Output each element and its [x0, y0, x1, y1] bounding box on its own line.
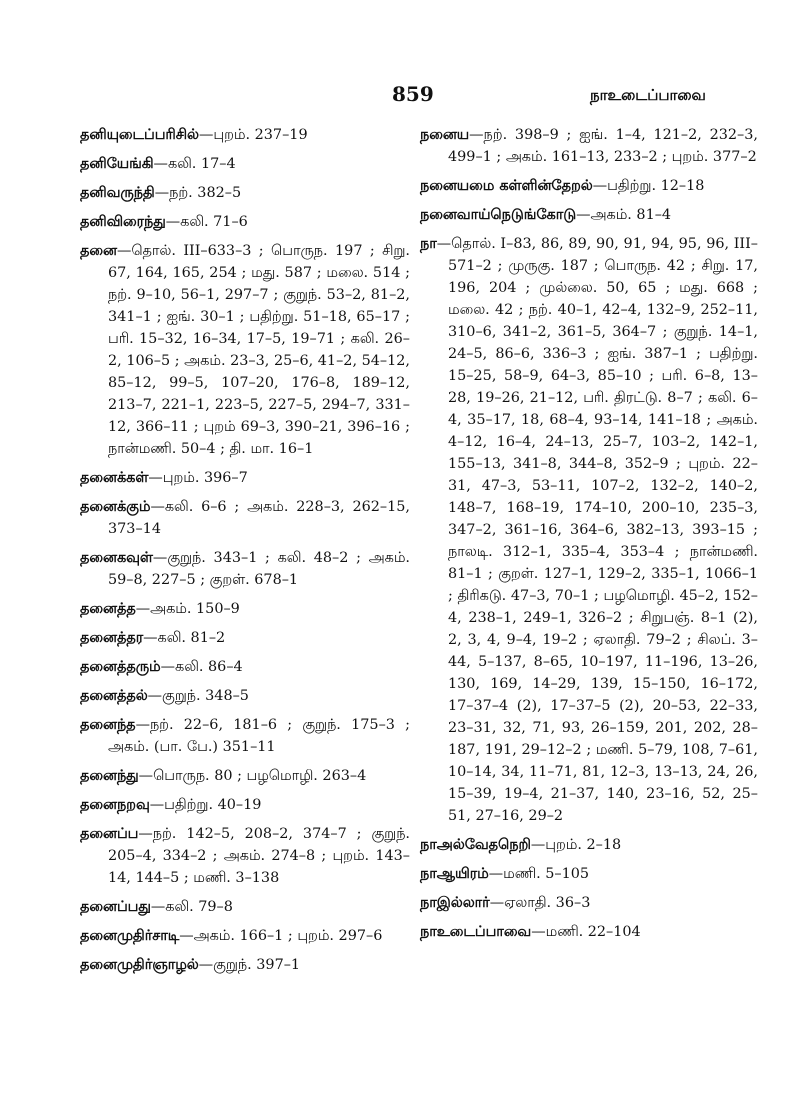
index-entry — [80, 153, 410, 175]
entry-headword: தனைத்தர — [80, 629, 144, 646]
entry-headword: தனிவிரைந்து — [80, 213, 166, 230]
entry-headword: தனைத்தல் — [80, 687, 148, 704]
entry-headword: தனை — [80, 242, 117, 259]
index-entry — [80, 496, 410, 540]
index-entry — [80, 467, 410, 489]
entry-references: —பதிற்று. 40–19 — [149, 797, 262, 813]
index-entry — [80, 765, 410, 787]
index-entry — [420, 834, 758, 856]
entry-references: —கலி. 6–6 ; அகம். 228–3, 262–15, 373–14 — [108, 499, 410, 537]
entry-references: —நற். 22–6, 181–6 ; குறுந். 175–3 ; அகம். (பா. பே.) 351–11 — [108, 717, 410, 755]
entry-references: —மணி. 5–105 — [488, 866, 590, 882]
running-head: நாஉடைப்பாவை — [590, 86, 706, 104]
index-entry — [80, 823, 410, 889]
entry-headword: தனைந்து — [80, 767, 139, 784]
entry-headword: தனைந்த — [80, 716, 136, 733]
entry-headword: நாஉடைப்பாவை — [420, 923, 532, 940]
entry-headword: நாஅல்வேதநெறி — [420, 836, 531, 853]
entry-headword: தனைக்கள் — [80, 469, 149, 486]
entry-headword: நனைவாய்நெடுங்கோடு — [420, 206, 577, 223]
index-entry — [420, 892, 758, 914]
entry-headword: நாஆயிரம் — [420, 865, 489, 882]
index-entry — [420, 175, 758, 197]
index-entry — [80, 211, 410, 233]
index-entry — [80, 954, 410, 976]
entry-headword: தனைத்த — [80, 600, 136, 617]
entry-references: —நற். 382–5 — [154, 185, 242, 201]
entry-headword: நனையமை கள்ளின்தேறல் — [420, 177, 593, 194]
index-entry — [80, 182, 410, 204]
index-entry — [420, 204, 758, 226]
entry-headword: தனைநறவு — [80, 796, 150, 813]
index-entry — [420, 921, 758, 943]
index-entry — [80, 794, 410, 816]
index-entry — [80, 925, 410, 947]
entry-headword: தனைப்ப — [80, 825, 139, 842]
index-entry — [80, 896, 410, 918]
entry-headword: தனைப்பது — [80, 898, 151, 915]
index-column-left — [80, 124, 410, 983]
entry-headword: தனைமுதிர்ஞாழல் — [80, 956, 199, 973]
entry-headword: நா — [420, 235, 437, 252]
index-entry — [80, 240, 410, 460]
entry-references: —தொல். III–633–3 ; பொருந. 197 ; சிறு. 67, 164, 165, 254 ; மது. 587 ; மலை. 514 ; நற். 9–10, 56–1, 297–7 ; குறுந். 53–2, 81–2, 341–1 ; ஐங். 30–1 ; பதிற்று. 51–18, 65–17 ; பரி. 15–32, 16–34, 17–5, 19–71 ; கலி. 26–2, 106–5 ; அகம். 23–3, 25–6, 41–2, 54–12, 85–12, 99–5, 107–20, 176–8, 189–12, 213–7, 221–1, 223–5, 227–5, 294–7, 331–12, 366–11 ; புறம் 69–3, 390–21, 396–16 ; நான்மணி. 50–4 ; தி. மா. 16–1 — [108, 243, 410, 457]
entry-headword: தனைகவுள் — [80, 549, 153, 566]
entry-references: —நற். 142–5, 208–2, 374–7 ; குறுந். 205–4, 334–2 ; அகம். 274–8 ; புறம். 143–14, 144–5 ; மணி. 3–138 — [108, 826, 410, 886]
entry-references: —அகம். 166–1 ; புறம். 297–6 — [179, 928, 383, 944]
index-entry — [80, 685, 410, 707]
entry-headword: தனிவருந்தி — [80, 184, 155, 201]
entry-references: —தொல். I–83, 86, 89, 90, 91, 94, 95, 96, III–571–2 ; முருகு. 187 ; பொருந. 42 ; சிறு. 17, 196, 204 ; முல்லை. 50, 65 ; மது. 668 ; மலை. 42 ; நற். 40–1, 42–4, 132–9, 252–11, 310–6, 341–2, 361–5, 364–7 ; குறுந். 14–1, 24–5, 86–6, 336–3 ; ஐங். 387–1 ; பதிற்று. 15–25, 58–9, 64–3, 85–10 ; பரி. 6–8, 13–28, 19–26, 21–12, பரி. திரட்டு. 8–7 ; கலி. 6–4, 35–17, 18, 68–4, 93–14, 141–18 ; அகம். 4–12, 16–4, 24–13, 25–7, 103–2, 142–1, 155–13, 341–8, 344–8, 352–9 ; புறம். 22–31, 47–3, 53–11, 107–2, 132–2, 140–2, 148–7, 168–19, 174–10, 200–10, 235–3, 347–2, 361–16, 364–6, 382–13, 393–15 ; நாலடி. 312–1, 335–4, 353–4 ; நான்மணி. 81–1 ; குறள். 127–1, 129–2, 335–1, 1066–1 ; திரிகடு. 47–3, 70–1 ; பழமொழி. 45–2, 152–4, 238–1, 249–1, 326–2 ; சிறுபஞ். 8–1 (2), 2, 3, 4, 9–4, 19–2 ; ஏலாதி. 79–2 ; சிலப். 3–44, 5–137, 8–65, 10–197, 11–196, 13–26, 130, 169, 14–29, 139, 15–150, 16–172, 17–37–4 (2), 17–37–5 (2), 20–53, 22–33, 23–31, 32, 71, 93, 26–159, 201, 202, 28–187, 191, 29–12–2 ; மணி. 5–79, 108, 7–61, 10–14, 34, 11–71, 81, 12–3, 13–13, 24, 26, 15–39, 19–4, 21–37, 140, 23–16, 52, 25–51, 27–16, 29–2 — [436, 236, 758, 824]
index-entry — [80, 598, 410, 620]
entry-references: —குறுந். 343–1 ; கலி. 48–2 ; அகம். 59–8, 227–5 ; குறள். 678–1 — [108, 550, 410, 588]
index-entry — [80, 714, 410, 758]
index-entry — [80, 124, 410, 146]
entry-headword: நனைய — [420, 126, 470, 143]
index-entry — [420, 863, 758, 885]
index-entry — [420, 124, 758, 168]
entry-references: —மணி. 22–104 — [531, 924, 641, 940]
entry-references: —நற். 398–9 ; ஐங். 1–4, 121–2, 232–3, 499–1 ; அகம். 161–13, 233–2 ; புறம். 377–2 — [448, 127, 758, 165]
index-column-right — [420, 124, 758, 950]
entry-headword: தனியுடைப்பரிசில் — [80, 126, 199, 143]
entry-references: —ஏலாதி. 36–3 — [489, 895, 591, 911]
entry-headword: தனைமுதிர்சாடி — [80, 927, 180, 944]
index-entry — [420, 233, 758, 827]
entry-headword: தனியேங்கி — [80, 155, 154, 172]
entry-references: —கலி. 79–8 — [150, 899, 233, 915]
entry-headword: நாஇல்லார் — [420, 894, 490, 911]
entry-references: —கலி. 17–4 — [153, 156, 236, 172]
entry-references: —புறம். 237–19 — [199, 127, 308, 143]
entry-references: —குறுந். 397–1 — [198, 957, 301, 973]
index-entry — [80, 547, 410, 591]
entry-headword: தனைத்தரும் — [80, 658, 161, 675]
entry-references: —பொருந. 80 ; பழமொழி. 263–4 — [138, 768, 367, 784]
index-entry — [80, 627, 410, 649]
page-number: 859 — [392, 82, 434, 106]
index-entry — [80, 656, 410, 678]
entry-references: —பதிற்று. 12–18 — [592, 178, 705, 194]
entry-references: —கலி. 86–4 — [160, 659, 243, 675]
entry-headword: தனைக்கும் — [80, 498, 151, 515]
entry-references: —கலி. 71–6 — [165, 214, 248, 230]
entry-references: —அகம். 150–9 — [135, 601, 240, 617]
entry-references: —கலி. 81–2 — [143, 630, 226, 646]
entry-references: —புறம். 2–18 — [530, 837, 622, 853]
entry-references: —குறுந். 348–5 — [147, 688, 249, 704]
entry-references: —அகம். 81–4 — [576, 207, 672, 223]
entry-references: —புறம். 396–7 — [148, 470, 248, 486]
